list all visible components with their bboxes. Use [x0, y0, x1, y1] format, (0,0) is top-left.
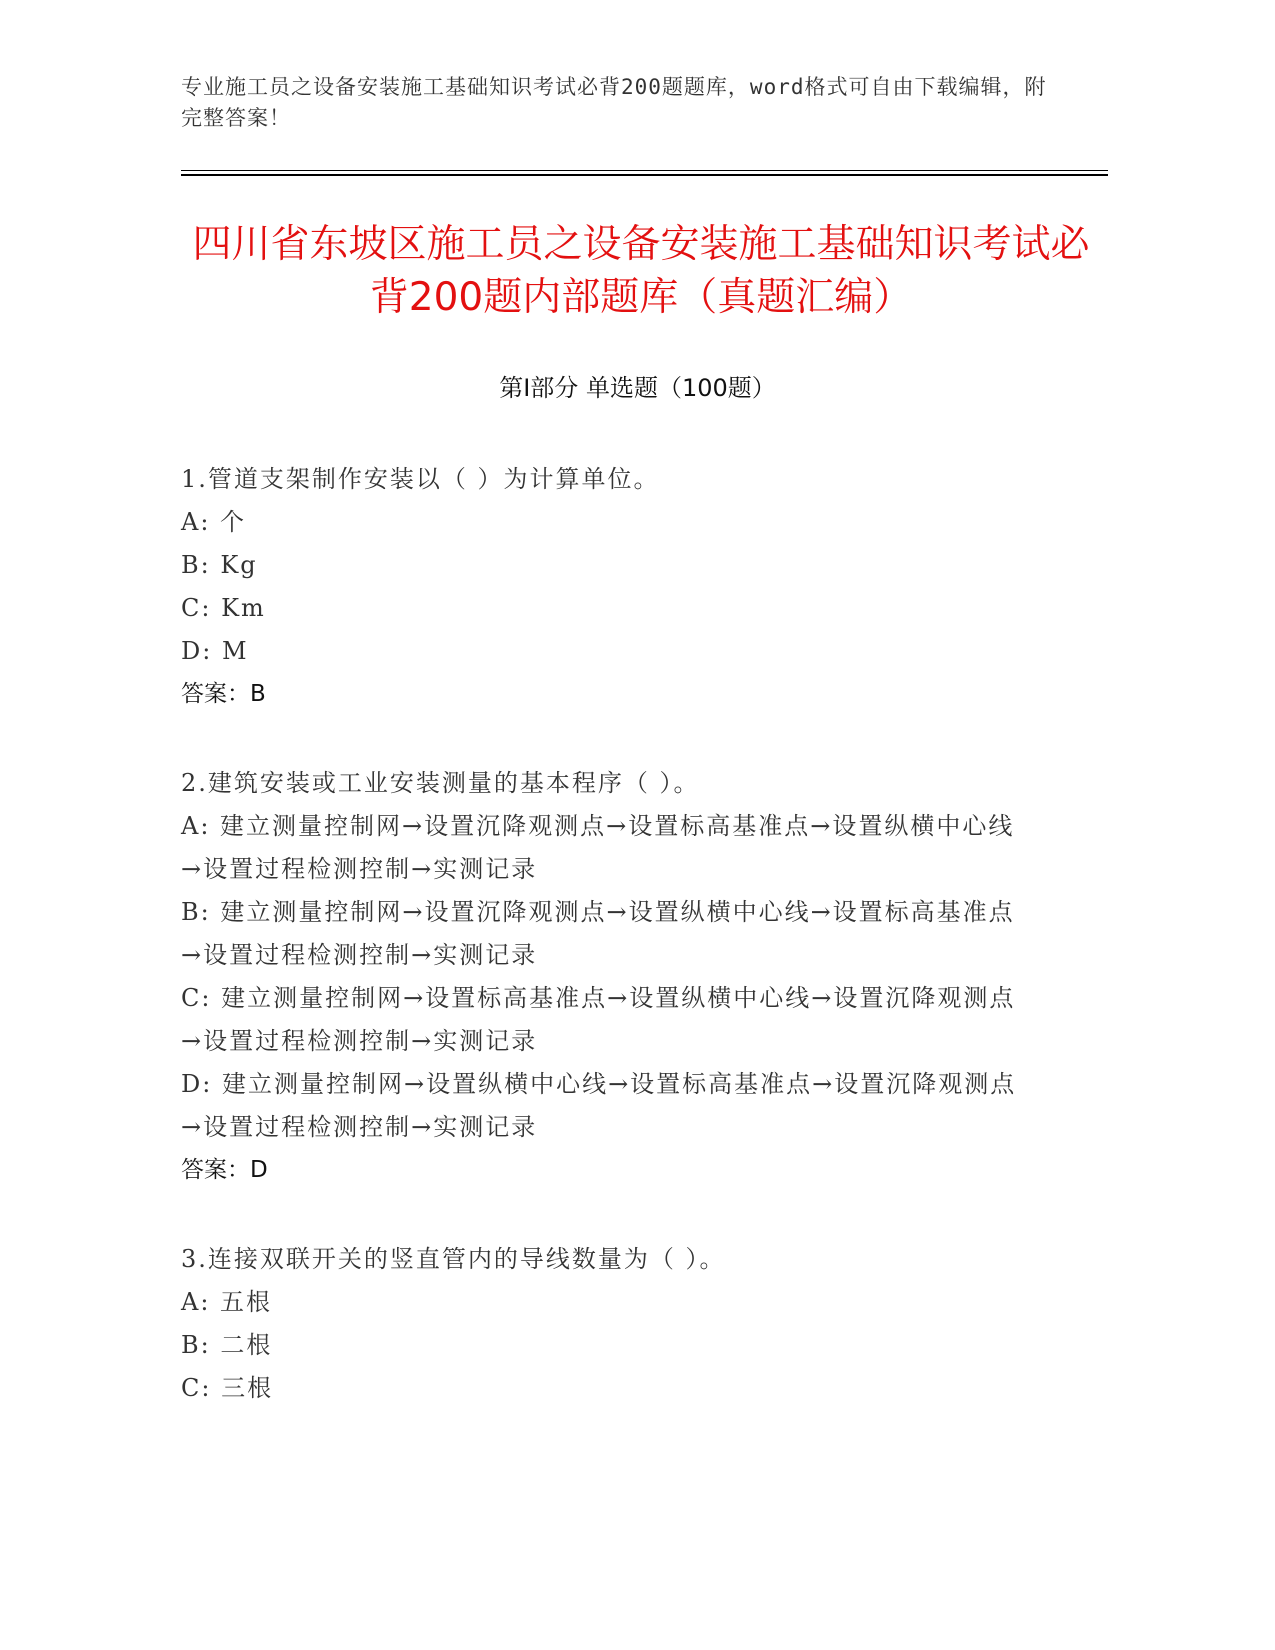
question-option: A: 五根: [181, 1288, 273, 1316]
question-option: A: 建立测量控制网→设置沉降观测点→设置标高基准点→设置纵横中心线→设置过程检测控制→实测记录: [181, 812, 1015, 883]
question-stem: 1.管道支架制作安装以（ ）为计算单位。: [181, 465, 660, 493]
question-option: C: 建立测量控制网→设置标高基准点→设置纵横中心线→设置沉降观测点→设置过程检测控制→实测记录: [181, 984, 1016, 1055]
question-answer: 答案：B: [181, 681, 266, 707]
question-option: B: 二根: [181, 1331, 273, 1359]
question-option: C: Km: [181, 594, 266, 622]
question-block: [181, 762, 1031, 1192]
question-option: B: 建立测量控制网→设置沉降观测点→设置纵横中心线→设置标高基准点→设置过程检测控制→实测记录: [181, 898, 1015, 969]
header-divider-thick: [181, 174, 1108, 176]
question-block: [181, 1238, 1031, 1410]
header-divider-thin: [181, 170, 1108, 171]
question-stem: 3.连接双联开关的竖直管内的导线数量为（ ）。: [181, 1245, 726, 1273]
header-note: 专业施工员之设备安装施工基础知识考试必背200题题库，word格式可自由下载编辑，附完整答案！: [181, 75, 1047, 130]
question-list: [181, 458, 1031, 1456]
question-option: D: 建立测量控制网→设置纵横中心线→设置标高基准点→设置沉降观测点→设置过程检测控制→实测记录: [181, 1070, 1017, 1141]
section-title: 第Ⅰ部分 单选题（100题）: [499, 374, 776, 402]
document-title: 四川省东坡区施工员之设备安装施工基础知识考试必背200题内部题库（真题汇编）: [192, 222, 1090, 320]
question-option: A: 个: [181, 508, 247, 536]
question-option: C: 三根: [181, 1374, 274, 1402]
question-answer: 答案：D: [181, 1157, 268, 1183]
question-option: B: Kg: [181, 551, 258, 579]
question-stem: 2.建筑安装或工业安装测量的基本程序（ ）。: [181, 769, 700, 797]
question-option: D: M: [181, 637, 249, 665]
question-block: [181, 458, 1031, 716]
